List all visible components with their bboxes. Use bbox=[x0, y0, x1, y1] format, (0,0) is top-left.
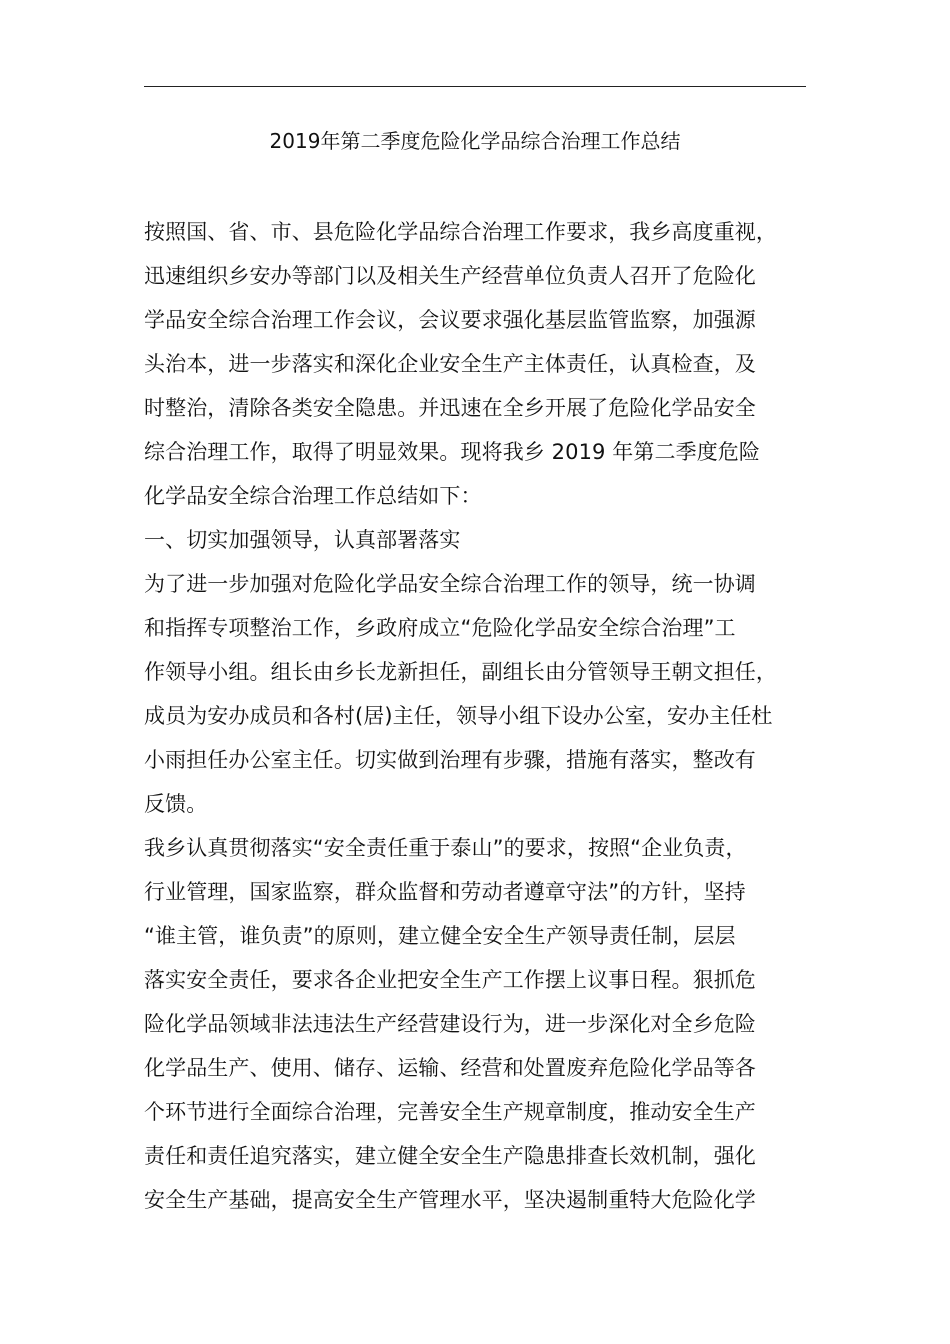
header-rule bbox=[144, 86, 806, 87]
text-line: 学品安全综合治理工作会议，会议要求强化基层监管监察，加强源 bbox=[144, 308, 756, 332]
text-line: 行业管理，国家监察，群众监督和劳动者遵章守法”的方针，坚持 bbox=[144, 880, 746, 904]
document-title: 2019年第二季度危险化学品综合治理工作总结 bbox=[269, 129, 681, 153]
text-line: “谁主管，谁负责”的原则，建立健全安全生产领导责任制，层层 bbox=[144, 924, 736, 948]
text-line: 按照国、省、市、县危险化学品综合治理工作要求，我乡高度重视， bbox=[144, 220, 777, 244]
text-line: 安全生产基础，提高安全生产管理水平，坚决遏制重特大危险化学 bbox=[144, 1188, 756, 1212]
text-line: 小雨担任办公室主任。切实做到治理有步骤，措施有落实，整改有 bbox=[144, 748, 756, 772]
text-line: 为了进一步加强对危险化学品安全综合治理工作的领导，统一协调 bbox=[144, 572, 756, 596]
text-line: 反馈。 bbox=[144, 792, 208, 816]
text-line: 综合治理工作，取得了明显效果。现将我乡 2019 年第二季度危险 bbox=[144, 440, 760, 464]
text-line: 化学品安全综合治理工作总结如下： bbox=[144, 484, 482, 508]
document-body bbox=[144, 210, 814, 1222]
text-line: 责任和责任追究落实，建立健全安全生产隐患排查长效机制，强化 bbox=[144, 1144, 756, 1168]
text-line: 落实安全责任，要求各企业把安全生产工作摆上议事日程。狠抓危 bbox=[144, 968, 756, 992]
text-line: 我乡认真贯彻落实“安全责任重于泰山”的要求，按照“企业负责， bbox=[144, 836, 747, 860]
text-line: 时整治，清除各类安全隐患。并迅速在全乡开展了危险化学品安全 bbox=[144, 396, 756, 420]
text-line: 化学品生产、使用、储存、运输、经营和处置废弃危险化学品等各 bbox=[144, 1056, 756, 1080]
text-line: 作领导小组。组长由乡长龙新担任，副组长由分管领导王朝文担任， bbox=[144, 660, 777, 684]
text-line: 头治本，进一步落实和深化企业安全生产主体责任，认真检查，及 bbox=[144, 352, 756, 376]
text-line: 成员为安办成员和各村(居)主任，领导小组下设办公室，安办主任杜 bbox=[144, 704, 773, 728]
text-line: 险化学品领域非法违法生产经营建设行为，进一步深化对全乡危险 bbox=[144, 1012, 756, 1036]
section-heading: 一、切实加强领导，认真部署落实 bbox=[144, 528, 461, 552]
text-line: 个环节进行全面综合治理，完善安全生产规章制度，推动安全生产 bbox=[144, 1100, 756, 1124]
text-line: 迅速组织乡安办等部门以及相关生产经营单位负责人召开了危险化 bbox=[144, 264, 756, 288]
text-line: 和指挥专项整治工作，乡政府成立“危险化学品安全综合治理”工 bbox=[144, 616, 736, 640]
